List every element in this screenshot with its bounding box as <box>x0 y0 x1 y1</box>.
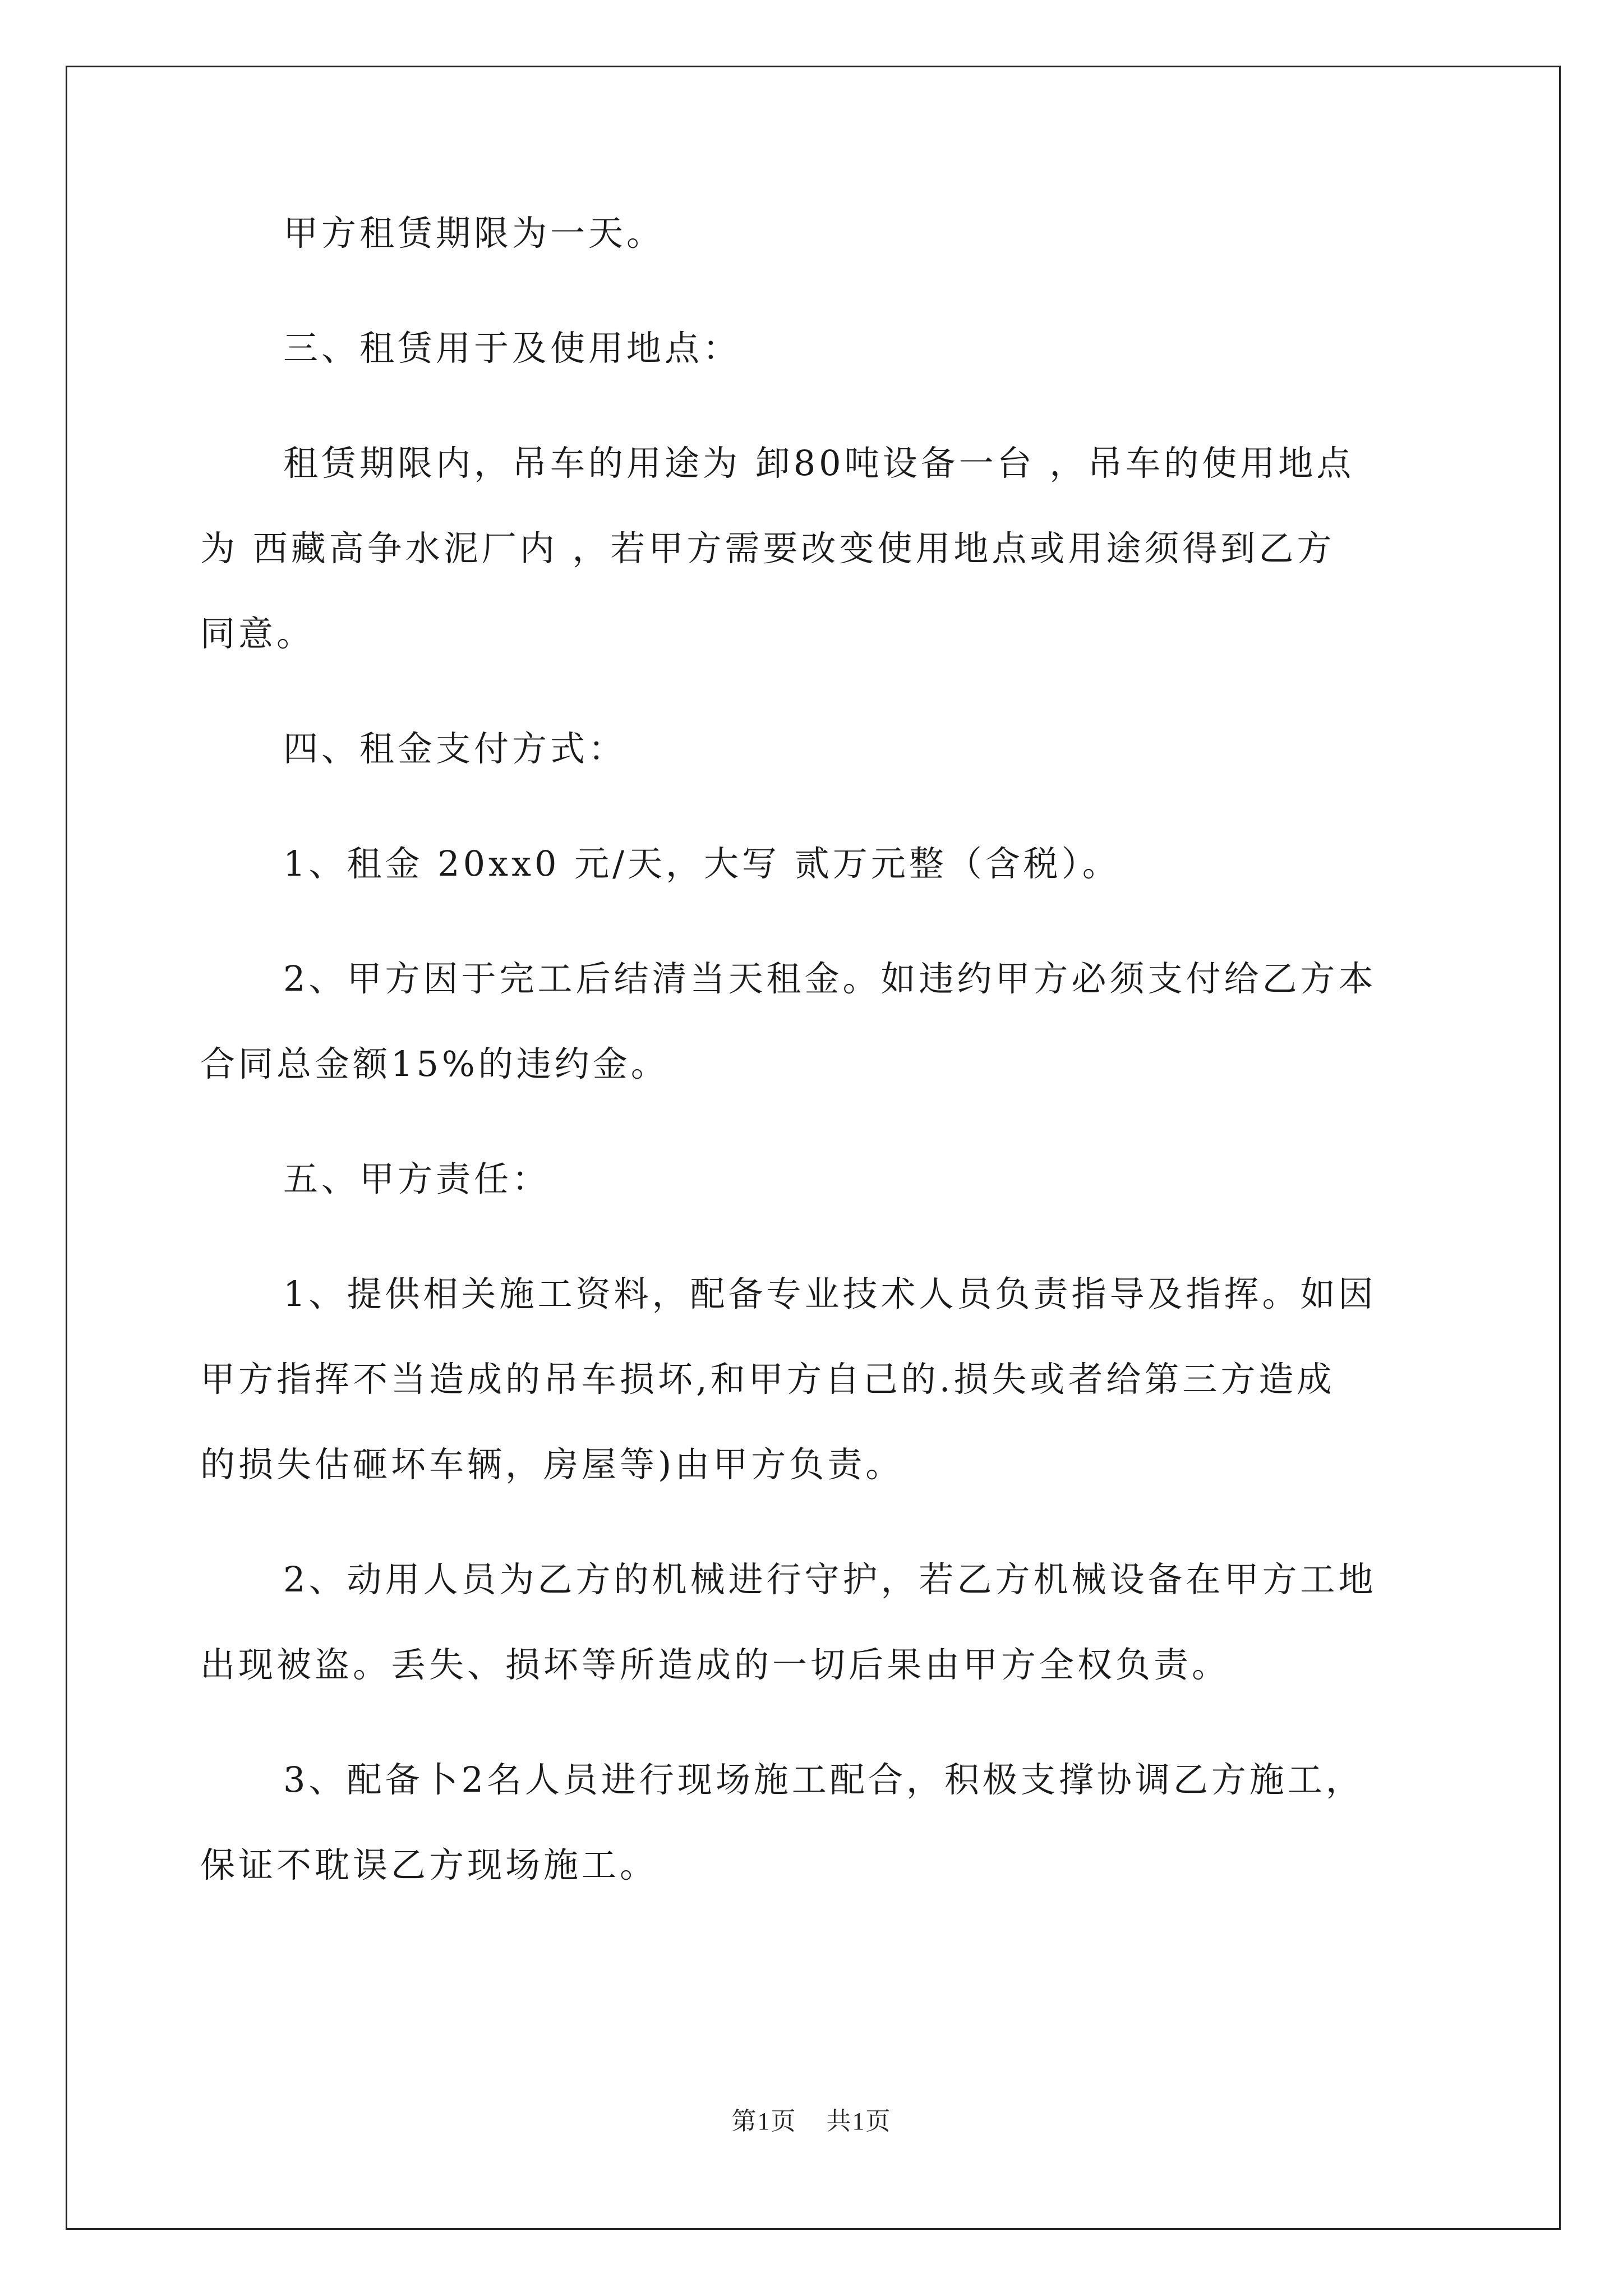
text-line: 甲方指挥不当造成的吊车损坏,和甲方自己的.损失或者给第三方造成 <box>200 1359 1335 1400</box>
page-number-total: 共1页 <box>826 2108 892 2135</box>
text-line: 同意。 <box>200 613 315 654</box>
paragraph-party-a-duty-1 <box>200 1251 1451 1507</box>
paragraph-lease-term <box>200 191 1451 276</box>
text-line: 3、配备卜2名人员进行现场施工配合，积极支撑协调乙方施工， <box>283 1759 1364 1800</box>
heading-section-5 <box>200 1137 1451 1222</box>
text-line: 合同总金额15%的违约金。 <box>200 1043 669 1084</box>
paragraph-party-a-duty-3 <box>200 1737 1451 1908</box>
text-line: 出现被盗。丢失、损坏等所造成的一切后果由甲方全权负责。 <box>200 1644 1230 1685</box>
text-line: 四、租金支付方式： <box>283 728 627 769</box>
text-line: 五、甲方责任： <box>283 1158 551 1199</box>
text-line: 为 西藏高争水泥厂内 ，若甲方需要改变使用地点或用途须得到乙方 <box>200 528 1335 569</box>
text-line: 甲方租赁期限为一天。 <box>283 213 665 254</box>
heading-section-3 <box>200 306 1451 391</box>
heading-section-4 <box>200 706 1451 792</box>
text-line: 2、甲方因于完工后结清当天租金。如违约甲方必须支付给乙方本 <box>283 958 1377 999</box>
document-body <box>200 191 1451 1938</box>
page-number-current: 第1页 <box>731 2108 797 2135</box>
text-line: 1、租金 20xx0 元/天，大写 贰万元整（含税）。 <box>283 843 1121 884</box>
paragraph-rent-amount <box>200 821 1451 907</box>
paragraph-rent-settlement <box>200 936 1451 1107</box>
text-line: 1、提供相关施工资料，配备专业技术人员负责指导及指挥。如因 <box>283 1273 1377 1314</box>
page-footer <box>0 2101 1623 2137</box>
text-line: 租赁期限内，吊车的用途为 卸80吨设备一台 ，吊车的使用地点 <box>283 443 1355 484</box>
paragraph-usage-location <box>200 421 1451 677</box>
paragraph-party-a-duty-2 <box>200 1537 1451 1708</box>
text-line: 三、租赁用于及使用地点： <box>283 328 741 369</box>
text-line: 2、动用人员为乙方的机械进行守护，若乙方机械设备在甲方工地 <box>283 1559 1377 1600</box>
text-line: 保证不耽误乙方现场施工。 <box>200 1844 658 1885</box>
text-line: 的损失估砸坏车辆，房屋等)由甲方负责。 <box>200 1444 904 1485</box>
